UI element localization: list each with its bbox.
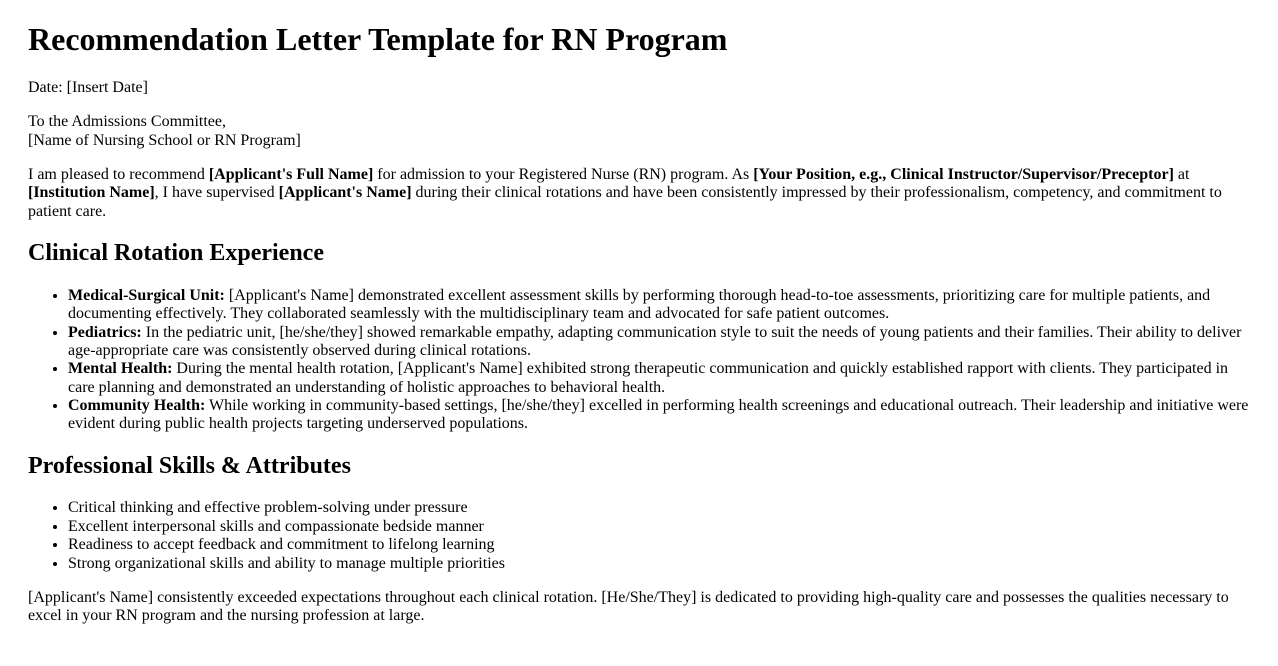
list-item-label: Pediatrics: (68, 323, 142, 341)
list-item-mental-health (68, 360, 1250, 397)
date-line: Date: [Insert Date] (28, 78, 148, 96)
clinical-rotation-list (28, 287, 1250, 434)
intro-run-text: I am pleased to recommend (28, 165, 209, 183)
document-title: Recommendation Letter Template for RN Program (28, 21, 728, 57)
intro-paragraph (28, 166, 1250, 221)
salutation (28, 113, 1250, 150)
placeholder-applicant-name: [Applicant's Name] (278, 184, 412, 202)
salutation-line-school: [Name of Nursing School or RN Program] (28, 131, 301, 149)
document-page (0, 21, 1278, 666)
intro-run-text: during their clinical rotations and have been consistently impressed by their professionalism, competency, and commitment to patient care. (28, 184, 1222, 220)
list-item-text: While working in community-based settings, [he/she/they] excelled in performing health screenings and educational outreach. Their leadership and initiative were evident during public health projects targeting underserved populations. (68, 397, 1249, 433)
intro-run-text: for admission to your Registered Nurse (RN) program. As (373, 165, 754, 183)
list-item-label: Mental Health: (68, 360, 173, 378)
salutation-line-committee: To the Admissions Committee, (28, 113, 226, 131)
placeholder-applicant-full-name: [Applicant's Full Name] (208, 165, 374, 183)
list-item-organizational-skills: • Strong organizational skills and ability to manage multiple priorities (68, 555, 1250, 573)
list-item-label: Medical-Surgical Unit: (68, 286, 225, 304)
section-heading-professional-skills-attributes: Professional Skills & Attributes (28, 452, 351, 479)
list-item-medical-surgical (68, 287, 1250, 324)
list-item-community-health (68, 397, 1250, 434)
closing-paragraph: [Applicant's Name] consistently exceeded expectations throughout each clinical rotation. [He/She/They] is dedicated to providing high-quality care and possesses the qualities necessary to excel in your RN program and the nursing profession at large. (28, 589, 1229, 625)
list-item-text: In the pediatric unit, [he/she/they] showed remarkable empathy, adapting communication style to suit the needs of young patients and their families. Their ability to deliver age-appropriate care was consistently observed during clinical rotations. (68, 323, 1242, 359)
intro-run-text: , I have supervised (154, 184, 279, 202)
list-item-text: [Applicant's Name] demonstrated excellent assessment skills by performing thorough head-to-toe assessments, prioritizing care for multiple patients, and documenting effectively. They collaborated seamlessly with the multidisciplinary team and advocated for safe patient outcomes. (68, 286, 1211, 323)
professional-skills-list (28, 499, 1250, 573)
intro-run-text: at (1173, 165, 1190, 183)
placeholder-your-position: [Your Position, e.g., Clinical Instructor/Supervisor/Preceptor] (753, 165, 1174, 183)
list-item-label: Community Health: (68, 397, 206, 415)
list-item-text: During the mental health rotation, [Applicant's Name] exhibited strong therapeutic communication and quickly established rapport with clients. They participated in care planning and demonstrated an understanding of holistic approaches to behavioral health. (68, 360, 1229, 396)
section-heading-clinical-rotation-experience: Clinical Rotation Experience (28, 240, 324, 267)
list-item-interpersonal-skills: • Excellent interpersonal skills and compassionate bedside manner (68, 518, 1250, 536)
placeholder-institution-name: [Institution Name] (28, 184, 155, 202)
list-item-feedback-learning: • Readiness to accept feedback and commitment to lifelong learning (68, 536, 1250, 554)
list-item-pediatrics (68, 324, 1250, 361)
list-item-critical-thinking: • Critical thinking and effective problem-solving under pressure (68, 499, 1250, 517)
